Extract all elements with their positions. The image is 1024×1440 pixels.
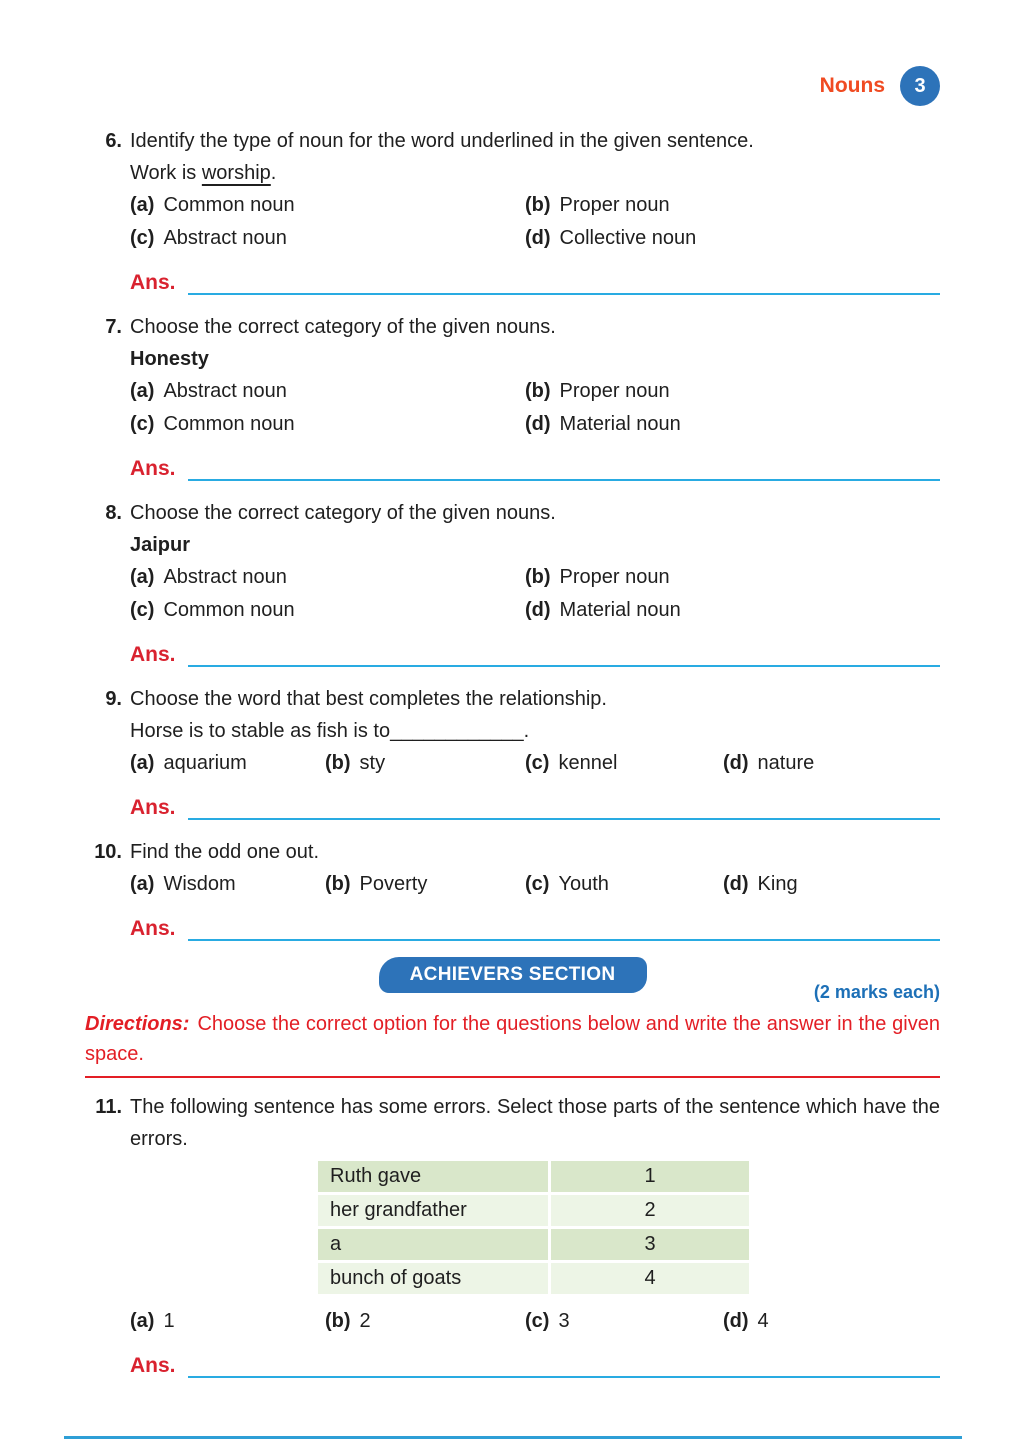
option-b[interactable] [525, 189, 940, 222]
answer-blank-line[interactable] [188, 796, 940, 820]
option-text: kennel [558, 752, 618, 774]
question-number: 11. [95, 1096, 122, 1118]
answer-label: Ans. [130, 271, 176, 294]
question-8 [85, 497, 940, 671]
answer-label: Ans. [130, 643, 176, 666]
option-text: aquarium [163, 752, 247, 774]
option-letter: (b) [325, 752, 351, 774]
analogy-sentence: Horse is to stable as fish is to____________. [130, 720, 530, 742]
options-grid [130, 375, 940, 441]
sentence-prefix: Work is [130, 162, 202, 184]
option-a[interactable] [130, 561, 525, 594]
option-letter: (b) [525, 566, 551, 588]
option-letter: (c) [130, 227, 155, 249]
option-letter: (d) [723, 873, 749, 895]
option-text: Abstract noun [163, 227, 287, 249]
option-c[interactable] [130, 222, 525, 255]
table-cell-part: her grandfather [318, 1195, 548, 1226]
achievers-banner [379, 957, 647, 993]
option-letter: (a) [130, 566, 155, 588]
question-sentence [130, 157, 940, 189]
option-text: Proper noun [559, 194, 670, 216]
answer-row [130, 265, 940, 295]
answer-row [130, 451, 940, 481]
directions-label: Directions: [85, 1013, 190, 1035]
option-text: nature [757, 752, 815, 774]
marks-note: (2 marks each) [813, 982, 940, 1002]
answer-row [130, 637, 940, 667]
question-text: Choose the word that best completes the relationship. [130, 688, 607, 710]
option-d[interactable] [723, 868, 940, 901]
option-letter: (c) [525, 752, 550, 774]
question-subject-word: Jaipur [130, 534, 191, 556]
option-text: Collective noun [559, 227, 697, 249]
option-a[interactable] [130, 868, 325, 901]
option-text: Poverty [359, 873, 428, 895]
answer-row [130, 1348, 940, 1378]
achievers-section-header [85, 957, 940, 1003]
option-b[interactable] [325, 1305, 525, 1338]
answer-label: Ans. [130, 1354, 176, 1377]
option-letter: (d) [525, 413, 551, 435]
option-d[interactable] [525, 222, 940, 255]
option-text: Common noun [163, 413, 295, 435]
answer-label: Ans. [130, 796, 176, 819]
option-b[interactable] [525, 375, 940, 408]
option-letter: (c) [130, 413, 155, 435]
option-c[interactable] [525, 868, 723, 901]
option-letter: (a) [130, 194, 155, 216]
option-a[interactable] [130, 1305, 325, 1338]
table-cell-part: Ruth gave [318, 1161, 548, 1192]
table-cell-num: 2 [551, 1195, 749, 1226]
option-text: 3 [558, 1310, 570, 1332]
answer-blank-line[interactable] [188, 457, 940, 481]
option-c[interactable] [130, 408, 525, 441]
options-grid [130, 868, 940, 901]
answer-row [130, 790, 940, 820]
option-c[interactable] [525, 747, 723, 780]
option-text: 4 [757, 1310, 769, 1332]
option-d[interactable] [723, 1305, 940, 1338]
question-text: The following sentence has some errors. Select those parts of the sentence which have the errors. [130, 1096, 940, 1150]
option-letter: (d) [525, 599, 551, 621]
option-letter: (c) [525, 1310, 550, 1332]
option-letter: (b) [325, 1310, 351, 1332]
option-text: Common noun [163, 194, 295, 216]
option-a[interactable] [130, 747, 325, 780]
options-grid [130, 189, 940, 255]
option-letter: (a) [130, 1310, 155, 1332]
sentence-parts-table [315, 1158, 752, 1297]
question-9 [85, 683, 940, 824]
option-text: Common noun [163, 599, 295, 621]
table-row [318, 1161, 749, 1192]
option-text: Material noun [559, 413, 681, 435]
question-10 [85, 836, 940, 945]
option-letter: (a) [130, 380, 155, 402]
option-letter: (d) [525, 227, 551, 249]
option-c[interactable] [525, 1305, 723, 1338]
option-letter: (a) [130, 873, 155, 895]
option-letter: (c) [525, 873, 550, 895]
table-cell-num: 1 [551, 1161, 749, 1192]
answer-blank-line[interactable] [188, 1354, 940, 1378]
option-d[interactable] [723, 747, 940, 780]
answer-label: Ans. [130, 917, 176, 940]
page-number-badge: 3 [900, 66, 940, 106]
option-b[interactable] [325, 868, 525, 901]
directions-text: Choose the correct option for the questions below and write the answer in the given space. [85, 1013, 940, 1065]
option-d[interactable] [525, 594, 940, 627]
directions [85, 1009, 940, 1078]
option-letter: (d) [723, 1310, 749, 1332]
question-number: 9. [105, 688, 122, 710]
answer-blank-line[interactable] [188, 917, 940, 941]
question-text: Choose the correct category of the given nouns. [130, 316, 556, 338]
option-letter: (a) [130, 752, 155, 774]
option-a[interactable] [130, 375, 525, 408]
option-letter: (b) [525, 380, 551, 402]
question-number: 8. [105, 502, 122, 524]
achievers-banner-title: ACHIEVERS SECTION [409, 964, 616, 985]
option-text: 2 [359, 1310, 371, 1332]
table-cell-num: 4 [551, 1263, 749, 1294]
option-text: Abstract noun [163, 380, 287, 402]
options-grid [130, 1305, 940, 1338]
question-text: Find the odd one out. [130, 841, 320, 863]
question-6 [85, 125, 940, 299]
question-7 [85, 311, 940, 485]
underlined-word: worship [201, 162, 271, 184]
option-text: 1 [163, 1310, 175, 1332]
option-text: Wisdom [163, 873, 236, 895]
table-cell-num: 3 [551, 1229, 749, 1260]
question-number: 6. [105, 130, 122, 152]
option-text: Proper noun [559, 380, 670, 402]
table-row [318, 1229, 749, 1260]
option-letter: (c) [130, 599, 155, 621]
answer-row [130, 911, 940, 941]
table-cell-part: bunch of goats [318, 1263, 548, 1294]
option-letter: (b) [525, 194, 551, 216]
option-c[interactable] [130, 594, 525, 627]
table-row [318, 1263, 749, 1294]
footer-rule [64, 1436, 962, 1439]
answer-label: Ans. [130, 457, 176, 480]
page-header [85, 66, 940, 106]
question-number: 10. [94, 841, 122, 863]
option-text: Material noun [559, 599, 681, 621]
sentence-suffix: . [270, 162, 277, 184]
option-letter: (b) [325, 873, 351, 895]
option-text: Proper noun [559, 566, 670, 588]
option-text: sty [359, 752, 386, 774]
options-grid [130, 561, 940, 627]
option-text: King [757, 873, 798, 895]
table-cell-part: a [318, 1229, 548, 1260]
option-letter: (d) [723, 752, 749, 774]
option-b[interactable] [525, 561, 940, 594]
option-b[interactable] [325, 747, 525, 780]
option-text: Abstract noun [163, 566, 287, 588]
answer-blank-line[interactable] [188, 271, 940, 295]
option-a[interactable] [130, 189, 525, 222]
question-text: Identify the type of noun for the word underlined in the given sentence. [130, 130, 754, 152]
question-text: Choose the correct category of the given nouns. [130, 502, 556, 524]
answer-blank-line[interactable] [188, 643, 940, 667]
option-d[interactable] [525, 408, 940, 441]
option-text: Youth [558, 873, 609, 895]
question-subject-word: Honesty [130, 348, 209, 370]
question-11 [85, 1091, 940, 1382]
table-row [318, 1195, 749, 1226]
chapter-title: Nouns [819, 74, 885, 97]
options-grid [130, 747, 940, 780]
question-number: 7. [105, 316, 122, 338]
